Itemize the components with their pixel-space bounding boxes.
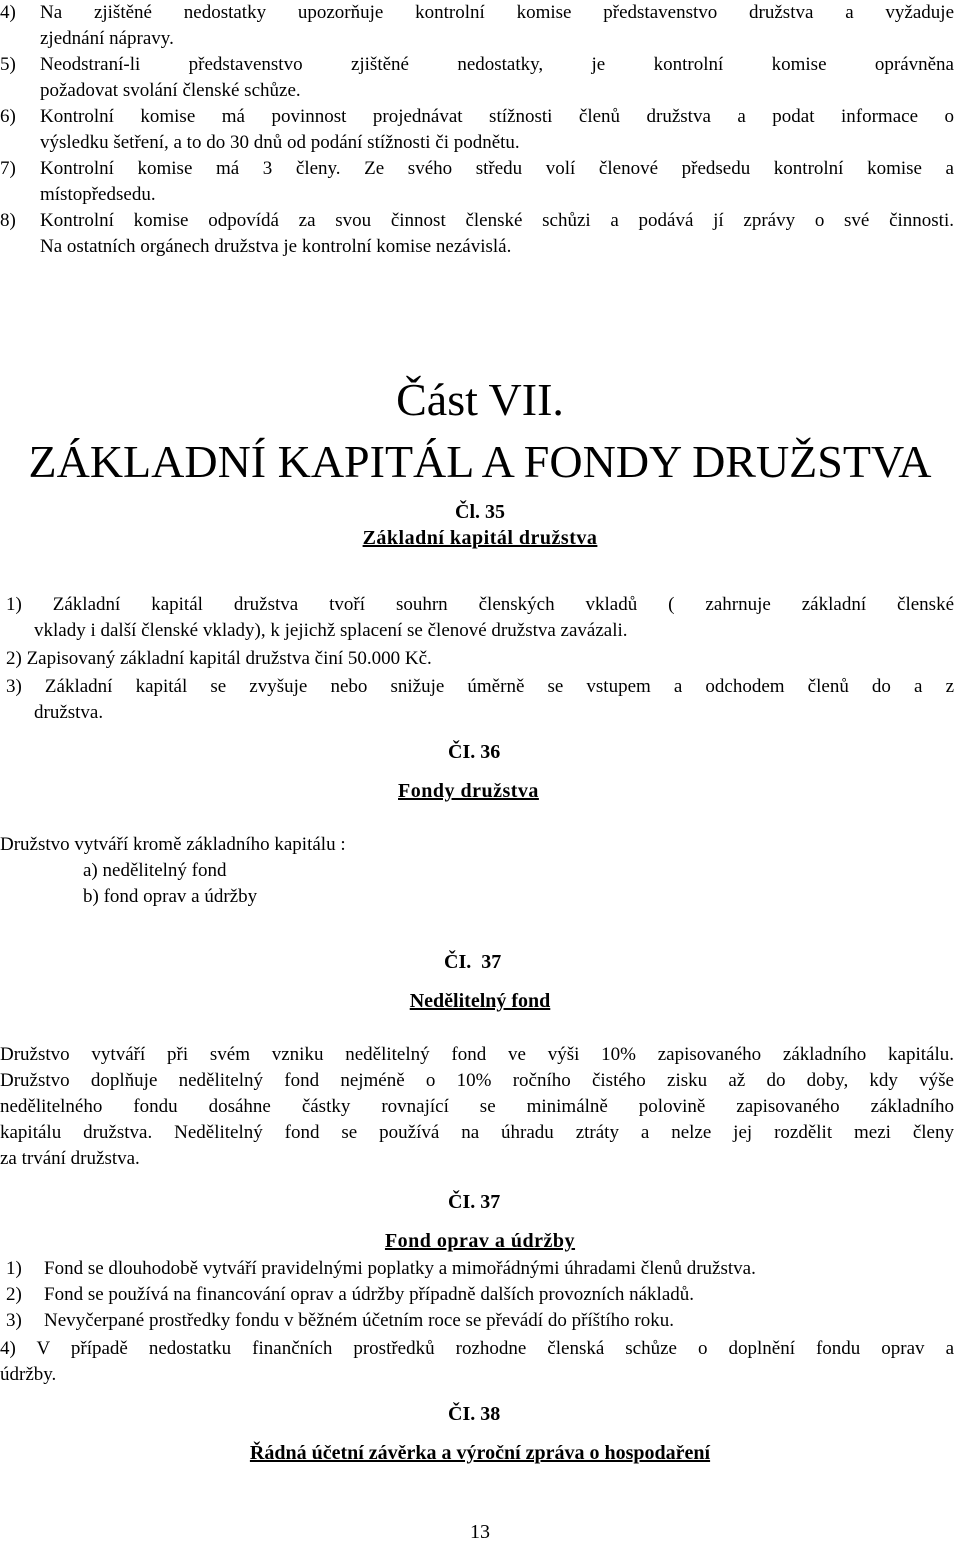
- item-line: Na zjištěné nedostatky upozorňuje kontrolní komise představenstvo družstva a vyžaduje: [40, 2, 954, 23]
- page-number: 13: [470, 1521, 490, 1543]
- article-heading-wrap: [0, 526, 960, 550]
- list-item: [6, 1308, 674, 1334]
- item-number: 7): [0, 158, 16, 179]
- paragraph-line: 4) V případě nedostatku finančních prostředků rozhodne členská schůze o doplnění fondu oprav a: [0, 1338, 954, 1359]
- paragraph-line: vklady i další členské vklady), k jejichž splacení se členové družstva zavázali.: [34, 620, 628, 641]
- list-item: [6, 1256, 756, 1282]
- article-heading: Nedělitelný fond: [409, 990, 551, 1012]
- paragraph-line: kapitálu družstva. Nedělitelný fond se používá na úhradu ztráty a nelze jej rozdělit mezi členy: [0, 1122, 954, 1143]
- article-heading-wrap: [0, 1229, 960, 1253]
- article-number: Čl. 35: [455, 501, 505, 523]
- article-heading: Fond oprav a údržby: [384, 1230, 576, 1252]
- item-number: 2): [6, 1284, 22, 1305]
- item-number: 8): [0, 210, 16, 231]
- article-heading-wrap: [398, 779, 539, 803]
- item-line: Kontrolní komise odpovídá za svou činnost členské schůzi a podává jí zprávy o své činnosti.: [40, 210, 954, 231]
- item-text: Fond se dlouhodobě vytváří pravidelnými poplatky a mimořádnými úhradami členů družstva.: [44, 1258, 756, 1279]
- item-number: 6): [0, 106, 16, 127]
- item-text: Fond se používá na financování oprav a údržby případně dalších provozních nákladů.: [44, 1284, 695, 1305]
- item-line: Na ostatních orgánech družstva je kontrolní komise nezávislá.: [40, 236, 512, 257]
- paragraph-line: Družstvo doplňuje nedělitelný fond nejméně o 10% ročního čistého zisku až do doby, kdy výše: [0, 1070, 954, 1091]
- item-text: Nevyčerpané prostředky fondu v běžném účetním roce se převádí do příštího roku.: [44, 1310, 674, 1331]
- paragraph-line: družstva.: [34, 702, 104, 723]
- article-number: ČI. 38: [448, 1403, 501, 1425]
- paragraph-line: za trvání družstva.: [0, 1148, 140, 1169]
- article-heading: Řádná účetní závěrka a výroční zpráva o hospodaření: [249, 1442, 711, 1464]
- part-subtitle: ZÁKLADNÍ KAPITÁL A FONDY DRUŽSTVA: [28, 436, 932, 487]
- item-number: 5): [0, 54, 16, 75]
- paragraph-line: 2) Zapisovaný základní kapitál družstva činí 50.000 Kč.: [6, 648, 432, 669]
- paragraph-line: 1) Základní kapitál družstva tvoří souhrn členských vkladů ( zahrnuje základní členské: [6, 594, 954, 615]
- article-number: ČI. 37: [444, 951, 502, 973]
- paragraph-line: Družstvo vytváří při svém vzniku nedělitelný fond ve výši 10% zapisovaného základního kapitálu.: [0, 1044, 954, 1065]
- article-heading: Základní kapitál družstva: [362, 527, 598, 549]
- paragraph-line: Družstvo vytváří kromě základního kapitálu :: [0, 834, 346, 855]
- article-number: ČI. 37: [448, 1191, 501, 1213]
- item-number: 3): [6, 1310, 22, 1331]
- list-item: b) fond oprav a údržby: [83, 886, 258, 907]
- paragraph-line: nedělitelného fondu dosáhne částky rovnající se minimálně polovině zapisovaného základního: [0, 1096, 954, 1117]
- item-line: požadovat svolání členské schůze.: [40, 80, 301, 101]
- item-line: místopředsedu.: [40, 184, 156, 205]
- item-line: Kontrolní komise má povinnost projednávat stížnosti členů družstva a podat informace o: [40, 106, 954, 127]
- item-line: Neodstraní-li představenstvo zjištěné nedostatky, je kontrolní komise oprávněna: [40, 54, 954, 75]
- item-number: 1): [6, 1258, 22, 1279]
- paragraph-line: 3) Základní kapitál se zvyšuje nebo snižuje úměrně se vstupem a odchodem členů do a z: [6, 676, 954, 697]
- article-heading-wrap: [0, 989, 960, 1013]
- article-number: ČI. 36: [448, 741, 501, 763]
- part-title: Část VII.: [396, 374, 564, 425]
- article-heading: Fondy družstva: [398, 780, 539, 802]
- list-item: [6, 1282, 694, 1308]
- item-number: 4): [0, 2, 16, 23]
- paragraph-line: údržby.: [0, 1364, 57, 1385]
- item-line: Kontrolní komise má 3 členy. Ze svého středu volí členové předsedu kontrolní komise a: [40, 158, 954, 179]
- article-heading-wrap: [0, 1441, 960, 1465]
- item-line: zjednání nápravy.: [40, 28, 174, 49]
- list-item: a) nedělitelný fond: [83, 860, 227, 881]
- item-line: výsledku šetření, a to do 30 dnů od podání stížnosti či podnětu.: [40, 132, 520, 153]
